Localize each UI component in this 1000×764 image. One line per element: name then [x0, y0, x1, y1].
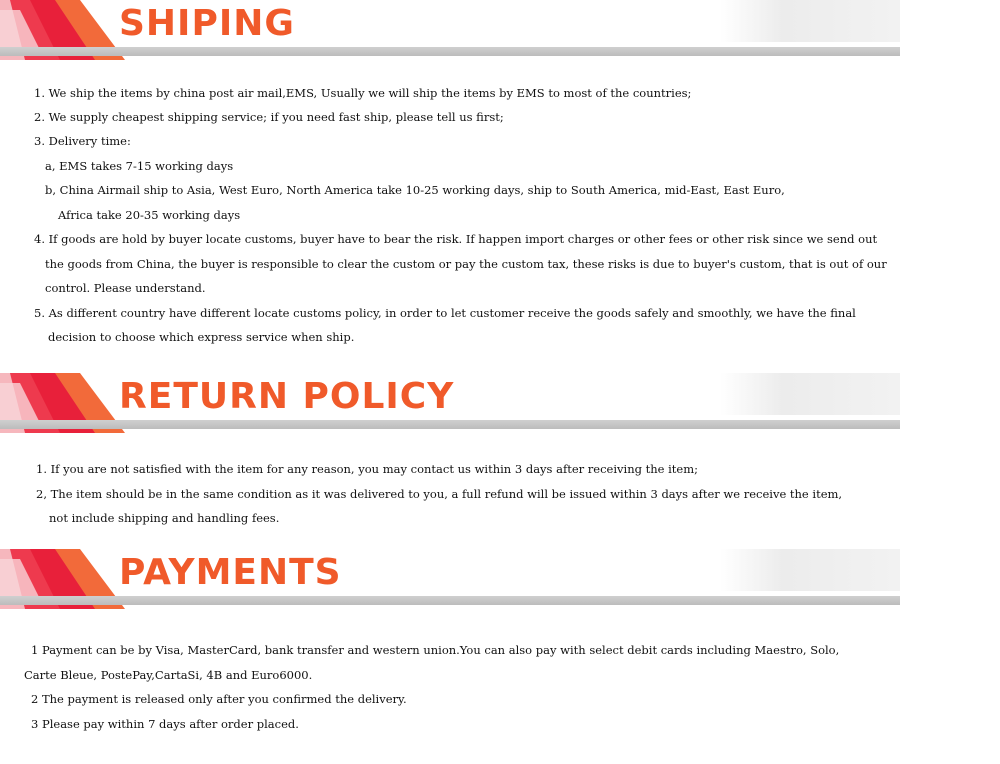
return-line: 1. If you are not satisfied with the item for any reason, you may contact us within 3 days after receiving the item; [36, 462, 698, 476]
shipping-line: Africa take 20-35 working days [58, 208, 241, 222]
shipping-header [0, 0, 900, 60]
shipping-line: 3. Delivery time: [34, 134, 131, 148]
shipping-line: b, China Airmail ship to Asia, West Euro, North America take 10-25 working days, ship to South America, mid-East, East Euro, [45, 183, 785, 197]
header-fade-panel [720, 0, 900, 42]
return-policy-header [0, 373, 900, 433]
section-title-return-policy: RETURN POLICY [119, 376, 455, 417]
section-title-payments: PAYMENTS [119, 552, 342, 593]
payments-header [0, 549, 900, 609]
header-underline [0, 420, 900, 429]
header-underline [0, 596, 900, 605]
shipping-line: 4. If goods are hold by buyer locate customs, buyer have to bear the risk. If happen import charges or other fees or other risk since we send out [34, 232, 878, 246]
header-underline [0, 47, 900, 56]
return-line: not include shipping and handling fees. [49, 511, 280, 525]
payment-line: 2 The payment is released only after you confirmed the delivery. [31, 692, 407, 706]
shipping-line: a, EMS takes 7-15 working days [45, 159, 234, 173]
shipping-line: 1. We ship the items by china post air mail,EMS, Usually we will ship the items by EMS to most of the countries; [34, 86, 692, 100]
shipping-line: decision to choose which express service when ship. [48, 330, 355, 344]
header-fade-panel [720, 549, 900, 591]
payment-line: 3 Please pay within 7 days after order placed. [31, 717, 299, 731]
header-fade-panel [720, 373, 900, 415]
shipping-line: 2. We supply cheapest shipping service; if you need fast ship, please tell us first; [34, 110, 504, 124]
shipping-line: the goods from China, the buyer is responsible to clear the custom or pay the custom tax, these risks is due to buyer's custom, that is out of our [45, 257, 887, 271]
shipping-line: 5. As different country have different locate customs policy, in order to let customer receive the goods safely and smoothly, we have the final [34, 306, 856, 320]
shipping-line: control. Please understand. [45, 281, 206, 295]
payment-line: 1 Payment can be by Visa, MasterCard, bank transfer and western union.You can also pay with select debit cards including Maestro, Solo, [31, 643, 840, 657]
return-line: 2, The item should be in the same condition as it was delivered to you, a full refund will be issued within 3 days after we receive the item, [36, 487, 843, 501]
section-title-shipping: SHIPING [119, 3, 295, 44]
payment-line: Carte Bleue, PostePay,CartaSi, 4B and Euro6000. [24, 668, 313, 682]
